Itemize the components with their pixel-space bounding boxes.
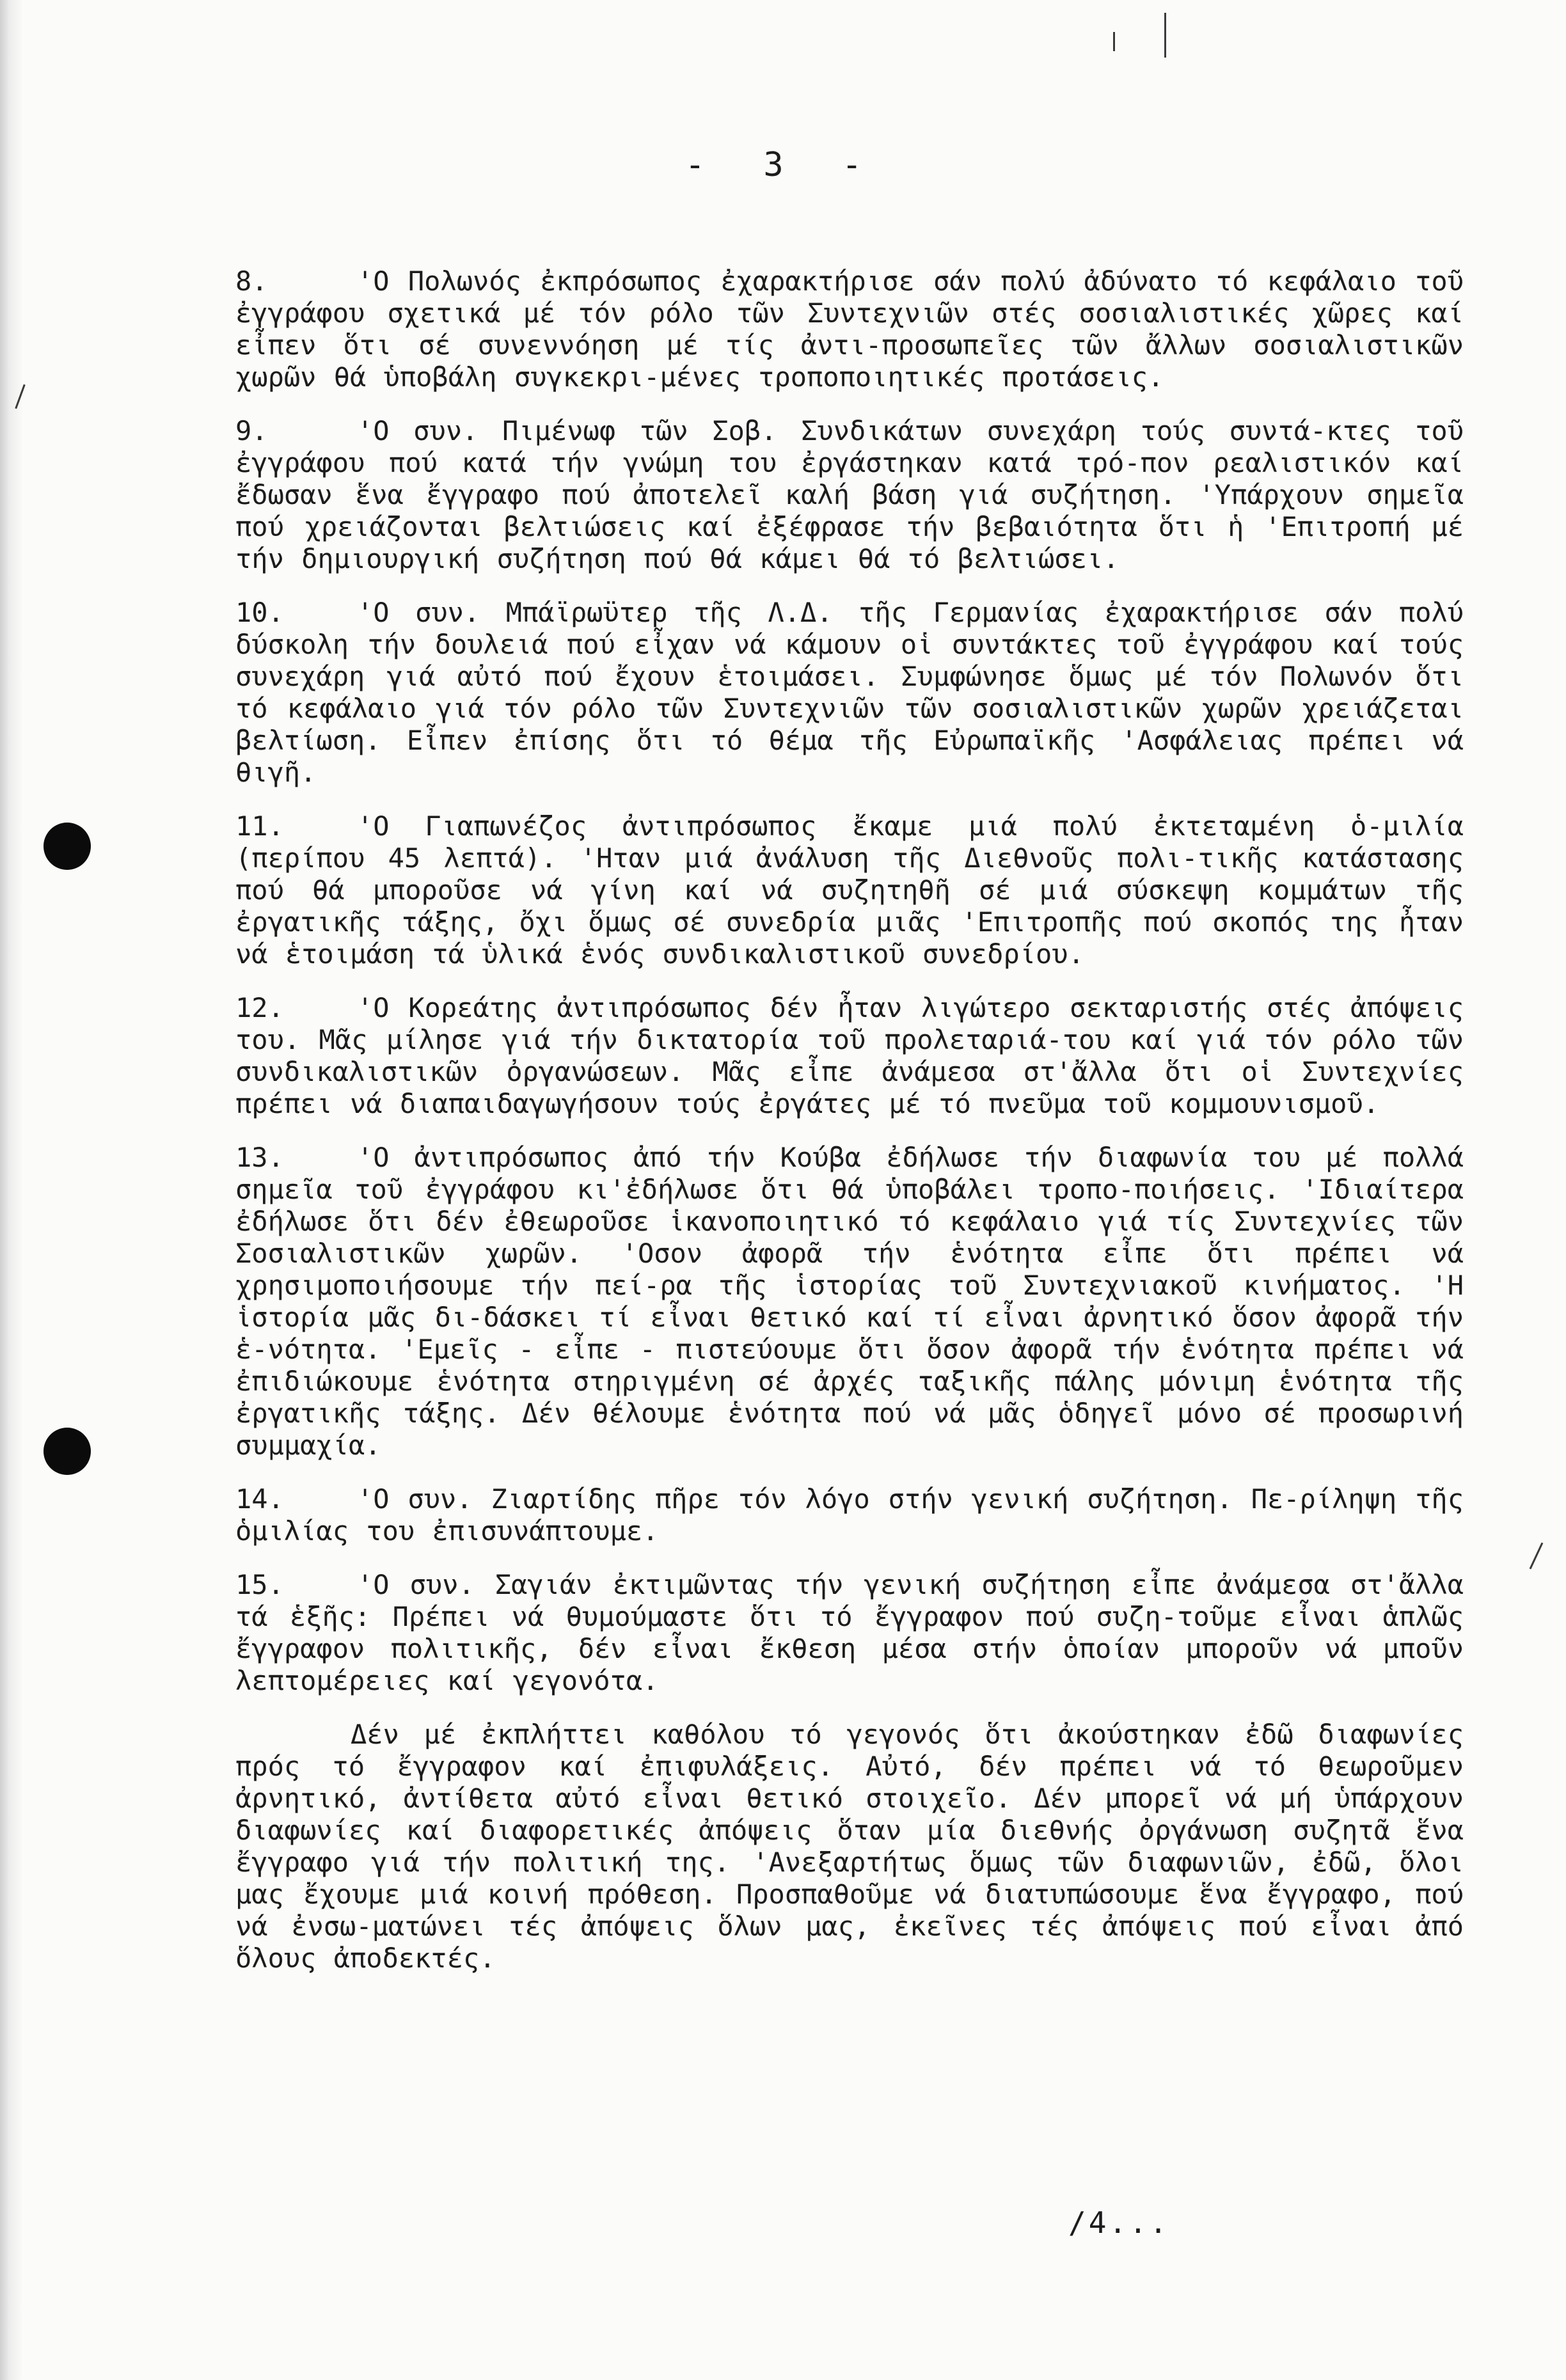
paragraph-text: 'Ο συν. Ζιαρτίδης πῆρε τόν λόγο στήν γενική συζήτηση. Πε-ρίληψη τῆς ὁμιλίας του ἐπισυνάπτουμε. [235,1483,1464,1547]
paragraph-number: 12. [235,992,284,1023]
paragraph-number: 9. [235,415,268,446]
paragraph-14 [235,1483,1464,1547]
paragraph-number: 15. [235,1569,284,1600]
scan-mark [1164,13,1166,58]
punch-hole [44,823,91,870]
paragraph-number: 13. [235,1142,284,1173]
punch-hole [44,1428,91,1475]
paragraph-10 [235,597,1464,789]
scan-edge-shadow [0,0,23,2380]
paragraph-9 [235,415,1464,575]
paragraph-text: 'Ο συν. Πιμένωφ τῶν Σοβ. Συνδικάτων συνεχάρη τούς συντά-κτες τοῦ ἐγγράφου πού κατά τήν γνώμη του ἐργάστηκαν κατά τρό-πον ρεαλιστικόν καί ἔδωσαν ἕνα ἔγγραφο πού ἀποτελεῖ καλή βάση γιά συζήτηση. 'Υπάρχουν σημεῖα πού χρειάζονται βελτιώσεις καί ἐξέφρασε τήν βεβαιότητα ὅτι ἡ 'Επιτροπή μέ τήν δημιουργική συζήτηση πού θά κάμει θά τό βελτιώσει. [235,415,1464,574]
paragraph-text: Δέν μέ ἐκπλήττει καθόλου τό γεγονός ὅτι ἀκούστηκαν ἐδῶ διαφωνίες πρός τό ἔγγραφον καί ἐπιφυλάξεις. Αὐτό, δέν πρέπει νά τό θεωροῦμεν ἀρνητικό, ἀντίθετα αὐτό εἶναι θετικό στοιχεῖο. Δέν μπορεῖ νά μή ὑπάρχουν διαφωνίες καί διαφορετικές ἀπόψεις ὅταν μία διεθνής ὀργάνωση συζητᾶ ἕνα ἔγγραφο γιά τήν πολιτική της. 'Ανεξαρτήτως ὅμως τῶν διαφωνιῶν, ἐδῶ, ὅλοι μας ἔχουμε μιά κοινή πρόθεση. Προσπαθοῦμε νά διατυπώσουμε ἕνα ἔγγραφο, πού νά ἐνσω-ματώνει τές ἀπόψεις ὅλων μας, ἐκεῖνες τές ἀπόψεις πού εἶναι ἀπό ὅλους ἀποδεκτές. [235,1719,1464,1974]
paragraph-text: 'Ο συν. Σαγιάν ἐκτιμῶντας τήν γενική συζήτηση εἶπε ἀνάμεσα στ'ἄλλα τά ἑξῆς: Πρέπει νά θυμούμαστε ὅτι τό ἔγγραφον πού συζη-τοῦμε εἶναι ἁπλῶς ἔγγραφον πολιτικῆς, δέν εἶναι ἔκθεση μέσα στήν ὁποίαν μποροῦν νά μποῦν λεπτομέρειες καί γεγονότα. [235,1569,1464,1696]
paragraph-12 [235,992,1464,1120]
continuation-marker: /4... [1068,2205,1170,2240]
body-text [235,265,1464,1996]
paragraph-text: 'Ο συν. Μπάϊρωϋτερ τῆς Λ.Δ. τῆς Γερμανίας ἐχαρακτήρισε σάν πολύ δύσκολη τήν δουλειά πού εἶχαν νά κάμουν οἱ συντάκτες τοῦ ἐγγράφου καί τούς συνεχάρη γιά αὐτό πού ἔχουν ἑτοιμάσει. Συμφώνησε ὅμως μέ τόν Πολωνόν ὅτι τό κεφάλαιο γιά τόν ρόλο τῶν Συντεχνιῶν τῶν σοσιαλιστικῶν χωρῶν χρειάζεται βελτίωση. Εἶπεν ἐπίσης ὅτι τό θέμα τῆς Εὐρωπαϊκῆς 'Ασφάλειας πρέπει νά θιγῆ. [235,597,1464,788]
paragraph-11 [235,810,1464,970]
paragraph-number: 10. [235,597,284,628]
paragraph-number: 11. [235,810,284,842]
paragraph-8 [235,265,1464,393]
paragraph-number: 14. [235,1483,284,1515]
paragraph-number: 8. [235,265,268,297]
paragraph-continuation [235,1719,1464,1974]
page-number: - 3 - [684,146,882,184]
paragraph-text: 'Ο Γιαπωνέζος ἀντιπρόσωπος ἔκαμε μιά πολύ ἐκτεταμένη ὁ-μιλία (περίπου 45 λεπτά). 'Ηταν μιά ἀνάλυση τῆς Διεθνοῦς πολι-τικῆς κατάστασης πού θά μποροῦσε νά γίνη καί νά συζητηθῆ σέ μιά σύσκεψη κομμάτων τῆς ἐργατικῆς τάξης, ὄχι ὅμως σέ συνεδρία μιᾶς 'Επιτροπῆς πού σκοπός της ἦταν νά ἑτοιμάση τά ὑλικά ἑνός συνδικαλιστικοῦ συνεδρίου. [235,810,1464,970]
paragraph-text: 'Ο Κορεάτης ἀντιπρόσωπος δέν ἦταν λιγώτερο σεκταριστής στές ἀπόψεις του. Μᾶς μίλησε γιά τήν δικτατορία τοῦ προλεταριά-του καί γιά τόν ρόλο τῶν συνδικαλιστικῶν ὀργανώσεων. Μᾶς εἶπε ἀνάμεσα στ'ἄλλα ὅτι οἱ Συντεχνίες πρέπει νά διαπαιδαγωγήσουν τούς ἐργάτες μέ τό πνεῦμα τοῦ κομμουνισμοῦ. [235,992,1464,1119]
paragraph-text: 'Ο ἀντιπρόσωπος ἀπό τήν Κούβα ἐδήλωσε τήν διαφωνία του μέ πολλά σημεῖα τοῦ ἐγγράφου κι'ἐδήλωσε ὅτι θά ὑποβάλει τροπο-ποιήσεις. 'Ιδιαίτερα ἐδήλωσε ὅτι δέν ἐθεωροῦσε ἱκανοποιητικό τό κεφάλαιο γιά τίς Συντεχνίες τῶν Σοσιαλιστικῶν χωρῶν. 'Οσον ἀφορᾶ τήν ἑνότητα εἶπε ὅτι πρέπει νά χρησιμοποιήσουμε τήν πεί-ρα τῆς ἱστορίας τοῦ Συντεχνιακοῦ κινήματος. 'Η ἱστορία μᾶς δι-δάσκει τί εἶναι θετικό καί τί εἶναι ἀρνητικό ὅσον ἀφορᾶ τήν ἑ-νότητα. 'Εμεῖς - εἶπε - πιστεύουμε ὅτι ὅσον ἀφορᾶ τήν ἑνότητα πρέπει νά ἐπιδιώκουμε ἑνότητα στηριγμένη σέ ἀρχές ταξικῆς πάλης μόνιμη ἑνότητα τῆς ἐργατικῆς τάξης. Δέν θέλουμε ἑνότητα πού νά μᾶς ὁδηγεῖ μόνο σέ προσωρινή συμμαχία. [235,1142,1464,1461]
scan-mark [1530,1542,1544,1569]
paragraph-text: 'Ο Πολωνός ἐκπρόσωπος ἐχαρακτήρισε σάν πολύ ἀδύνατο τό κεφάλαιο τοῦ ἐγγράφου σχετικά μέ τόν ρόλο τῶν Συντεχνιῶν στές σοσιαλιστικές χῶρες καί εἶπεν ὅτι σέ συνεννόηση μέ τίς ἀντι-προσωπεῖες τῶν ἄλλων σοσιαλιστικῶν χωρῶν θά ὑποβάλη συγκεκρι-μένες τροποποιητικές προτάσεις. [235,265,1464,393]
scan-mark [1113,32,1115,51]
paragraph-13 [235,1142,1464,1462]
paragraph-15 [235,1569,1464,1697]
